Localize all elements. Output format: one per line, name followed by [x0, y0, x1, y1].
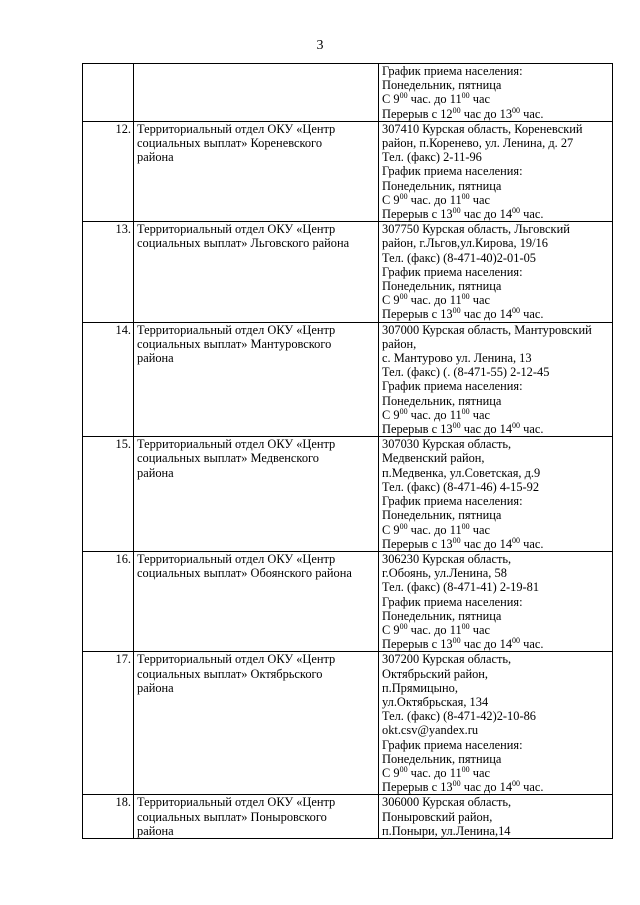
time-text: час до	[460, 307, 500, 322]
hour-value: 9	[393, 293, 400, 308]
hour-value: 14	[499, 536, 513, 551]
office-name-line: социальных выплат» Медвенского	[137, 451, 319, 466]
time-text: Перерыв с	[382, 536, 441, 551]
minutes-superscript: 00	[512, 421, 521, 431]
address-line: Октябрьский район,	[382, 666, 489, 681]
address-line: район, г.Льгов,ул.Кирова, 19/16	[382, 236, 548, 251]
time-text: С	[382, 622, 394, 637]
time-text: час. до	[407, 622, 450, 637]
row-number	[83, 64, 134, 122]
hour-value: 14	[499, 207, 513, 222]
table-row	[83, 437, 613, 552]
hour-value: 11	[449, 522, 462, 537]
time-text: час до	[460, 106, 500, 121]
office-address-cell	[379, 437, 613, 552]
schedule-days: Понедельник, пятница	[382, 78, 502, 93]
minutes-superscript: 00	[399, 406, 408, 416]
time-text: час. до	[407, 192, 450, 207]
address-line: 307200 Курская область,	[382, 652, 512, 667]
reception-hours	[382, 766, 610, 780]
address-line: Тел. (факс) 2-11-96	[382, 150, 482, 165]
time-text: час	[469, 622, 490, 637]
hour-value: 14	[499, 637, 513, 652]
time-text: час.	[520, 307, 544, 322]
reception-hours	[382, 523, 610, 537]
minutes-superscript: 00	[399, 521, 408, 531]
schedule-days: Понедельник, пятница	[382, 751, 502, 766]
office-name-line: района	[137, 351, 174, 366]
schedule-days: Понедельник, пятница	[382, 508, 502, 523]
office-name-cell	[134, 437, 379, 552]
table-row	[83, 121, 613, 221]
office-name-line: района	[137, 465, 174, 480]
time-text: час.	[520, 536, 544, 551]
schedule-heading: График приема населения:	[382, 164, 523, 179]
time-text: час.	[520, 207, 544, 222]
minutes-superscript: 00	[452, 206, 461, 216]
page-number: 3	[316, 38, 324, 53]
minutes-superscript: 00	[512, 636, 521, 646]
hour-value: 13	[440, 422, 453, 437]
office-address-cell	[379, 551, 613, 651]
hour-value: 13	[440, 307, 453, 322]
time-text: час. до	[407, 293, 450, 308]
minutes-superscript: 00	[399, 191, 408, 201]
office-address-cell	[379, 64, 613, 122]
minutes-superscript: 00	[461, 764, 470, 774]
minutes-superscript: 00	[512, 105, 521, 115]
office-name-line: Территориальный отдел ОКУ «Центр	[137, 322, 336, 337]
office-name-line: социальных выплат» Льговского района	[137, 236, 350, 251]
minutes-superscript: 00	[399, 292, 408, 302]
office-name-line: социальных выплат» Октябрьского	[137, 666, 323, 681]
office-name-line: района	[137, 680, 174, 695]
row-number: 15.	[83, 437, 134, 552]
reception-hours	[382, 293, 610, 307]
hour-value: 11	[449, 765, 462, 780]
hour-value: 11	[449, 407, 462, 422]
schedule-days: Понедельник, пятница	[382, 279, 502, 294]
time-text: час.	[520, 106, 544, 121]
schedule-heading: График приема населения:	[382, 64, 523, 78]
office-name-line: Территориальный отдел ОКУ «Центр	[137, 121, 336, 136]
address-line: 307030 Курская область,	[382, 437, 512, 452]
minutes-superscript: 00	[399, 621, 408, 631]
address-line: 307410 Курская область, Кореневский	[382, 121, 583, 136]
office-name-line: Территориальный отдел ОКУ «Центр	[137, 652, 336, 667]
address-line: г.Обоянь, ул.Ленина, 58	[382, 566, 507, 581]
office-name-cell	[134, 795, 379, 839]
hour-value: 12	[440, 106, 453, 121]
hour-value: 13	[440, 780, 453, 795]
address-line: п.Медвенка, ул.Советская, д.9	[382, 465, 541, 480]
row-number: 16.	[83, 551, 134, 651]
schedule-heading: График приема населения:	[382, 379, 523, 394]
address-line: Тел. (факс) (8-471-40)2-01-05	[382, 250, 536, 265]
row-number: 14.	[83, 322, 134, 437]
office-name-cell	[134, 121, 379, 221]
time-text: С	[382, 92, 394, 107]
time-text: час. до	[407, 92, 450, 107]
office-name-cell	[134, 551, 379, 651]
minutes-superscript: 00	[512, 535, 521, 545]
address-line: 307750 Курская область, Льговский	[382, 222, 570, 237]
hour-value: 14	[499, 780, 513, 795]
table-row	[83, 551, 613, 651]
reception-hours	[382, 408, 610, 422]
time-text: час. до	[407, 407, 450, 422]
hour-value: 13	[440, 536, 453, 551]
office-name-line: района	[137, 150, 174, 165]
time-text: С	[382, 293, 394, 308]
office-name-cell	[134, 222, 379, 322]
reception-hours	[382, 193, 610, 207]
hour-value: 14	[499, 307, 513, 322]
time-text: час до	[460, 207, 500, 222]
address-line: район,	[382, 336, 417, 351]
hour-value: 9	[393, 407, 400, 422]
minutes-superscript: 00	[452, 535, 461, 545]
break-hours	[382, 637, 610, 651]
address-line: Тел. (факс) (8-471-42)2-10-86	[382, 709, 536, 724]
time-text: час	[469, 192, 490, 207]
hour-value: 9	[393, 192, 400, 207]
schedule-days: Понедельник, пятница	[382, 393, 502, 408]
address-line: с. Мантурово ул. Ленина, 13	[382, 351, 532, 366]
hour-value: 11	[449, 622, 462, 637]
time-text: Перерыв с	[382, 780, 441, 795]
schedule-heading: График приема населения:	[382, 737, 523, 752]
address-line: п.Прямицыно,	[382, 680, 458, 695]
hour-value: 13	[499, 106, 513, 121]
time-text: Перерыв с	[382, 422, 441, 437]
schedule-heading: График приема населения:	[382, 264, 523, 279]
time-text: С	[382, 765, 394, 780]
row-number: 12.	[83, 121, 134, 221]
minutes-superscript: 00	[452, 636, 461, 646]
minutes-superscript: 00	[461, 292, 470, 302]
address-line: район, п.Коренево, ул. Ленина, д. 27	[382, 136, 574, 151]
time-text: С	[382, 407, 394, 422]
break-hours	[382, 307, 610, 321]
minutes-superscript: 00	[452, 306, 461, 316]
time-text: час до	[460, 780, 500, 795]
minutes-superscript: 00	[512, 206, 521, 216]
row-number: 17.	[83, 652, 134, 795]
minutes-superscript: 00	[512, 306, 521, 316]
minutes-superscript: 00	[452, 105, 461, 115]
hour-value: 9	[393, 92, 400, 107]
break-hours	[382, 780, 610, 794]
table-row	[83, 795, 613, 839]
schedule-days: Понедельник, пятница	[382, 608, 502, 623]
minutes-superscript: 00	[399, 764, 408, 774]
time-text: час до	[460, 536, 500, 551]
hour-value: 13	[440, 207, 453, 222]
row-number: 13.	[83, 222, 134, 322]
time-text: час до	[460, 637, 500, 652]
hour-value: 9	[393, 765, 400, 780]
table-row	[83, 222, 613, 322]
office-name-line: Территориальный отдел ОКУ «Центр	[137, 795, 336, 810]
time-text: С	[382, 192, 394, 207]
office-name-line: социальных выплат» Мантуровского	[137, 336, 332, 351]
minutes-superscript: 00	[512, 779, 521, 789]
time-text: час до	[460, 422, 500, 437]
address-line: Тел. (факс) (8-471-46) 4-15-92	[382, 479, 540, 494]
time-text: час. до	[407, 765, 450, 780]
office-name-line: социальных выплат» Обоянского района	[137, 566, 352, 581]
table-row	[83, 64, 613, 122]
address-line: Тел. (факс) (. (8-471-55) 2-12-45	[382, 365, 550, 380]
offices-table	[82, 63, 613, 839]
office-address-cell	[379, 652, 613, 795]
office-address-cell	[379, 222, 613, 322]
minutes-superscript: 00	[399, 91, 408, 101]
time-text: час.	[520, 780, 544, 795]
table-row	[83, 652, 613, 795]
break-hours	[382, 207, 610, 221]
minutes-superscript: 00	[461, 191, 470, 201]
table-row	[83, 322, 613, 437]
office-name-cell	[134, 322, 379, 437]
time-text: час	[469, 765, 490, 780]
minutes-superscript: 00	[452, 779, 461, 789]
address-line: 306000 Курская область,	[382, 795, 512, 810]
time-text: С	[382, 522, 394, 537]
time-text: час	[469, 407, 490, 422]
time-text: час	[469, 92, 490, 107]
time-text: час.	[520, 422, 544, 437]
time-text: час. до	[407, 522, 450, 537]
hour-value: 9	[393, 622, 400, 637]
break-hours	[382, 422, 610, 436]
row-number: 18.	[83, 795, 134, 839]
hour-value: 9	[393, 522, 400, 537]
address-line: Поныровский район,	[382, 809, 493, 824]
time-text: Перерыв с	[382, 307, 441, 322]
time-text: Перерыв с	[382, 106, 441, 121]
office-name-line: Территориальный отдел ОКУ «Центр	[137, 222, 336, 237]
minutes-superscript: 00	[461, 406, 470, 416]
address-line: п.Поныри, ул.Ленина,14	[382, 823, 511, 838]
minutes-superscript: 00	[461, 521, 470, 531]
address-line: 306230 Курская область,	[382, 551, 512, 566]
time-text: Перерыв с	[382, 207, 441, 222]
office-name-line: социальных выплат» Кореневского	[137, 136, 323, 151]
schedule-days: Понедельник, пятница	[382, 178, 502, 193]
time-text: Перерыв с	[382, 637, 441, 652]
hour-value: 11	[449, 293, 462, 308]
reception-hours	[382, 623, 610, 637]
minutes-superscript: 00	[461, 91, 470, 101]
office-address-cell	[379, 121, 613, 221]
hour-value: 13	[440, 637, 453, 652]
time-text: час	[469, 522, 490, 537]
minutes-superscript: 00	[452, 421, 461, 431]
schedule-heading: График приема населения:	[382, 594, 523, 609]
office-address-cell	[379, 322, 613, 437]
address-line: Медвенский район,	[382, 451, 485, 466]
office-name-line: социальных выплат» Поныровского	[137, 809, 327, 824]
office-address-cell	[379, 795, 613, 839]
break-hours	[382, 537, 610, 551]
time-text: час	[469, 293, 490, 308]
hour-value: 14	[499, 422, 513, 437]
address-line: okt.csv@yandex.ru	[382, 723, 479, 738]
office-name-line: Территориальный отдел ОКУ «Центр	[137, 437, 336, 452]
office-name-line: района	[137, 823, 174, 838]
office-name-cell	[134, 652, 379, 795]
schedule-heading: График приема населения:	[382, 494, 523, 509]
office-name-line: Территориальный отдел ОКУ «Центр	[137, 551, 336, 566]
address-line: Тел. (факс) (8-471-41) 2-19-81	[382, 580, 540, 595]
address-line: 307000 Курская область, Мантуровский	[382, 322, 592, 337]
minutes-superscript: 00	[461, 621, 470, 631]
reception-hours	[382, 92, 610, 106]
office-name-cell	[134, 64, 379, 122]
hour-value: 11	[449, 92, 462, 107]
time-text: час.	[520, 637, 544, 652]
hour-value: 11	[449, 192, 462, 207]
break-hours	[382, 107, 610, 121]
address-line: ул.Октябрьская, 134	[382, 694, 489, 709]
